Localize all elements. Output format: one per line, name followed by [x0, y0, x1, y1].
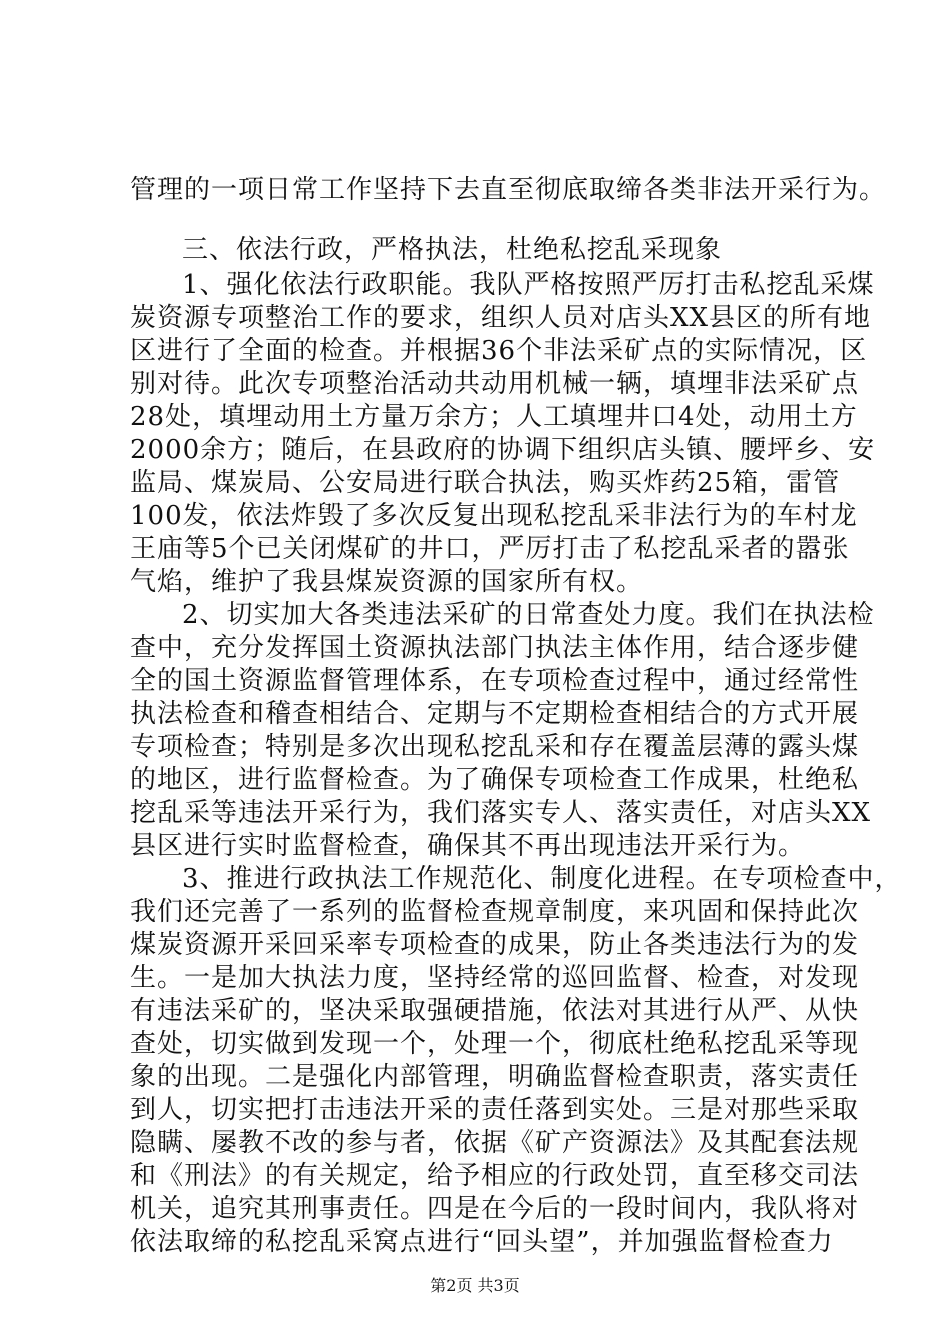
- paragraph-line: 执法检查和稽查相结合、定期与不定期检查相结合的方式开展: [130, 699, 860, 729]
- paragraph-line: 3、推进行政执法工作规范化、制度化进程。在专项检查中，: [182, 864, 902, 894]
- paragraph-line: 别对待。此次专项整治活动共动用机械一辆，填埋非法采矿点: [130, 369, 860, 399]
- paragraph-line: 气焰，维护了我县煤炭资源的国家所有权。: [130, 567, 644, 597]
- paragraph-line: 象的出现。二是强化内部管理，明确监督检查职责，落实责任: [130, 1062, 860, 1092]
- paragraph-line: 王庙等5个已关闭煤矿的井口，严厉打击了私挖乱采者的嚣张: [130, 534, 850, 564]
- paragraph-line: 有违法采矿的，坚决采取强硬措施，依法对其进行从严、从快: [130, 996, 860, 1026]
- paragraph-line: 区进行了全面的检查。并根据36个非法采矿点的实际情况，区: [130, 336, 868, 366]
- paragraph-line: 隐瞒、屡教不改的参与者，依据《矿产资源法》及其配套法规: [130, 1128, 860, 1158]
- paragraph-line: 的地区，进行监督检查。为了确保专项检查工作成果，杜绝私: [130, 765, 860, 795]
- paragraph-line: 专项检查；特别是多次出现私挖乱采和存在覆盖层薄的露头煤: [130, 732, 860, 762]
- paragraph-line: 生。一是加大执法力度，坚持经常的巡回监督、检查，对发现: [130, 963, 860, 993]
- paragraph-line: 依法取缔的私挖乱采窝点进行“回头望”，并加强监督检查力: [130, 1227, 834, 1257]
- paragraph-line: 管理的一项日常工作坚持下去直至彻底取缔各类非法开采行为。: [130, 175, 887, 205]
- paragraph-line: 机关，追究其刑事责任。四是在今后的一段时间内，我队将对: [130, 1194, 860, 1224]
- paragraph-line: 1、强化依法行政职能。我队严格按照严厉打击私挖乱采煤: [182, 270, 875, 300]
- paragraph-line: 28处，填埋动用土方量万余方；人工填埋井口4处，动用土方: [130, 402, 858, 432]
- paragraph-line: 和《刑法》的有关规定，给予相应的行政处罚，直至移交司法: [130, 1161, 860, 1191]
- paragraph-line: 查处，切实做到发现一个，处理一个，彻底杜绝私挖乱采等现: [130, 1029, 860, 1059]
- paragraph-line: 监局、煤炭局、公安局进行联合执法，购买炸药25箱，雷管: [130, 468, 841, 498]
- paragraph-line: 挖乱采等违法开采行为，我们落实专人、落实责任，对店头XX: [130, 798, 872, 828]
- section-heading: 三、依法行政，严格执法，杜绝私挖乱采现象: [182, 235, 723, 265]
- paragraph-line: 2000余方；随后，在县政府的协调下组织店头镇、腰坪乡、安: [130, 435, 876, 465]
- paragraph-line: 县区进行实时监督检查，确保其不再出现违法开采行为。: [130, 831, 806, 861]
- paragraph-line: 我们还完善了一系列的监督检查规章制度，来巩固和保持此次: [130, 897, 860, 927]
- paragraph-line: 2、切实加大各类违法采矿的日常查处力度。我们在执法检: [182, 600, 875, 630]
- page-number-footer: 第2页 共3页: [430, 1276, 520, 1295]
- paragraph-line: 炭资源专项整治工作的要求，组织人员对店头XX县区的所有地: [130, 303, 872, 333]
- paragraph-line: 煤炭资源开采回采率专项检查的成果，防止各类违法行为的发: [130, 930, 860, 960]
- paragraph-line: 到人，切实把打击违法开采的责任落到实处。三是对那些采取: [130, 1095, 860, 1125]
- paragraph-line: 100发，依法炸毁了多次反复出现私挖乱采非法行为的车村龙: [130, 501, 858, 531]
- paragraph-line: 查中，充分发挥国土资源执法部门执法主体作用，结合逐步健: [130, 633, 860, 663]
- paragraph-line: 全的国土资源监督管理体系，在专项检查过程中，通过经常性: [130, 666, 860, 696]
